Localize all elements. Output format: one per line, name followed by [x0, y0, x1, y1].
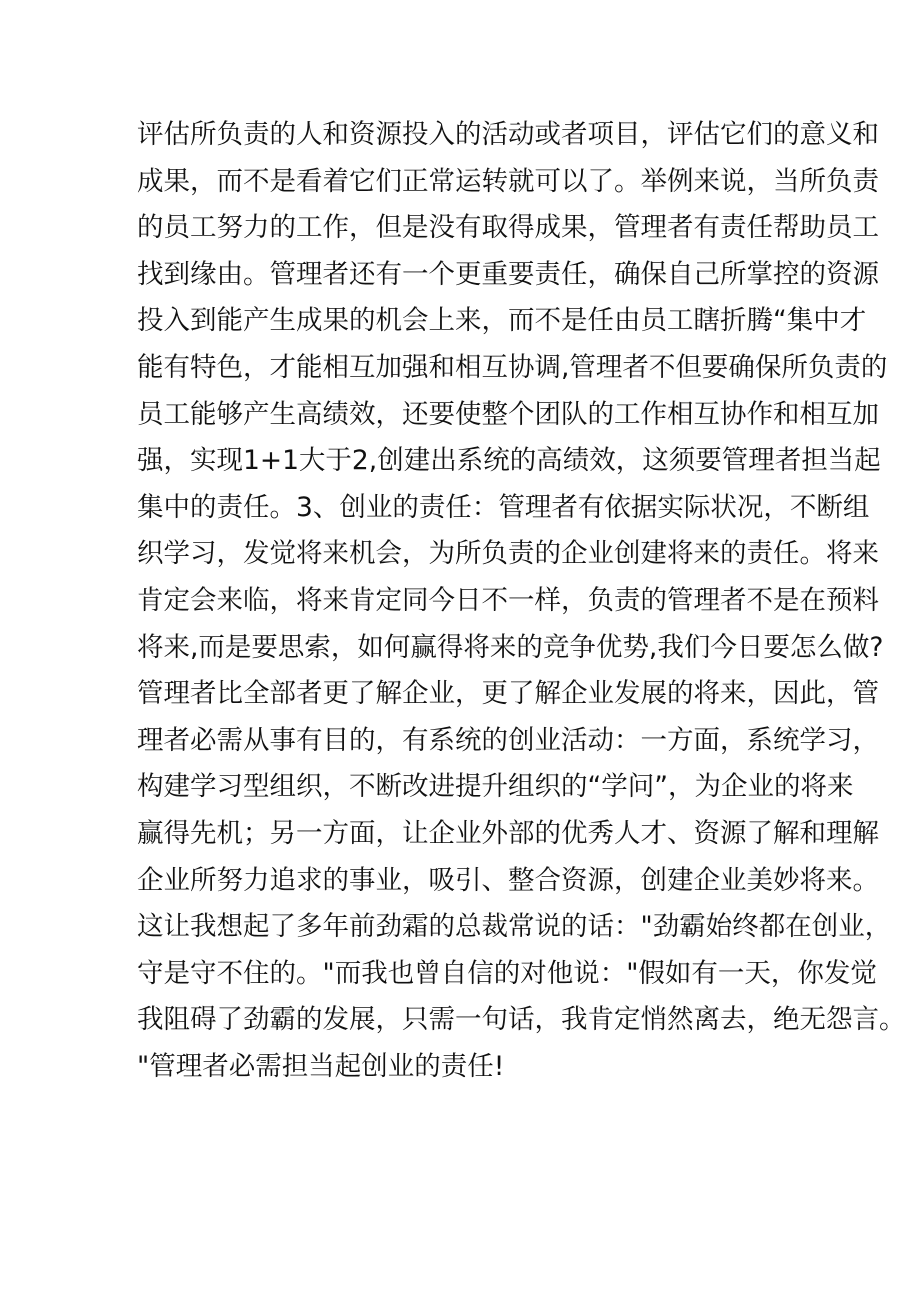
text-line: "管理者必需担当起创业的责任! [137, 1050, 505, 1082]
text-line: 构建学习型组织，不断改进提升组织的“学问”，为企业的将来 [137, 771, 854, 803]
text-line: 集中的责任。3、创业的责任：管理者有依据实际状况，不断组 [137, 491, 870, 523]
text-line: 管理者比全部者更了解企业，更了解企业发展的将来，因此，管 [137, 678, 879, 710]
text-line: 将来,而是要思索，如何赢得将来的竞争优势,我们今日要怎么做? [137, 631, 884, 663]
text-line: 成果，而不是看着它们正常运转就可以了。举例来说，当所负责 [137, 165, 879, 197]
text-line: 赢得先机；另一方面，让企业外部的优秀人才、资源了解和理解 [137, 817, 879, 849]
text-line: 能有特色，才能相互加强和相互协调,管理者不但要确保所负责的 [137, 351, 888, 383]
text-line: 投入到能产生成果的机会上来，而不是任由员工瞎折腾“集中才 [137, 305, 867, 337]
text-line: 员工能够产生高绩效，还要使整个团队的工作相互协作和相互加 [137, 398, 879, 430]
text-line: 的员工努力的工作，但是没有取得成果，管理者有责任帮助员工 [137, 212, 879, 244]
text-line: 我阻碍了劲霸的发展，只需一句话，我肯定悄然离去，绝无怨言。 [137, 1004, 906, 1036]
text-line: 找到缘由。管理者还有一个更重要责任，确保自己所掌控的资源 [137, 258, 879, 290]
text-line: 守是守不住的。"而我也曾自信的对他说："假如有一天，你发觉 [137, 957, 877, 989]
text-line: 织学习，发觉将来机会，为所负责的企业创建将来的责任。将来 [137, 538, 879, 570]
text-line: 评估所负责的人和资源投入的活动或者项目，评估它们的意义和 [137, 119, 879, 150]
text-line: 这让我想起了多年前劲霜的总裁常说的话："劲霸始终都在创业， [137, 911, 892, 943]
text-line: 肯定会来临，将来肯定同今日不一样，负责的管理者不是在预料 [137, 584, 879, 616]
document-body [137, 112, 906, 1090]
text-line: 强，实现1+1大于2,创建出系统的高绩效，这须要管理者担当起 [137, 445, 881, 477]
text-line: 企业所努力追求的事业，吸引、整合资源，创建企业美妙将来。 [137, 864, 879, 896]
text-line: 理者必需从事有目的，有系统的创业活动：一方面，系统学习， [137, 724, 879, 756]
